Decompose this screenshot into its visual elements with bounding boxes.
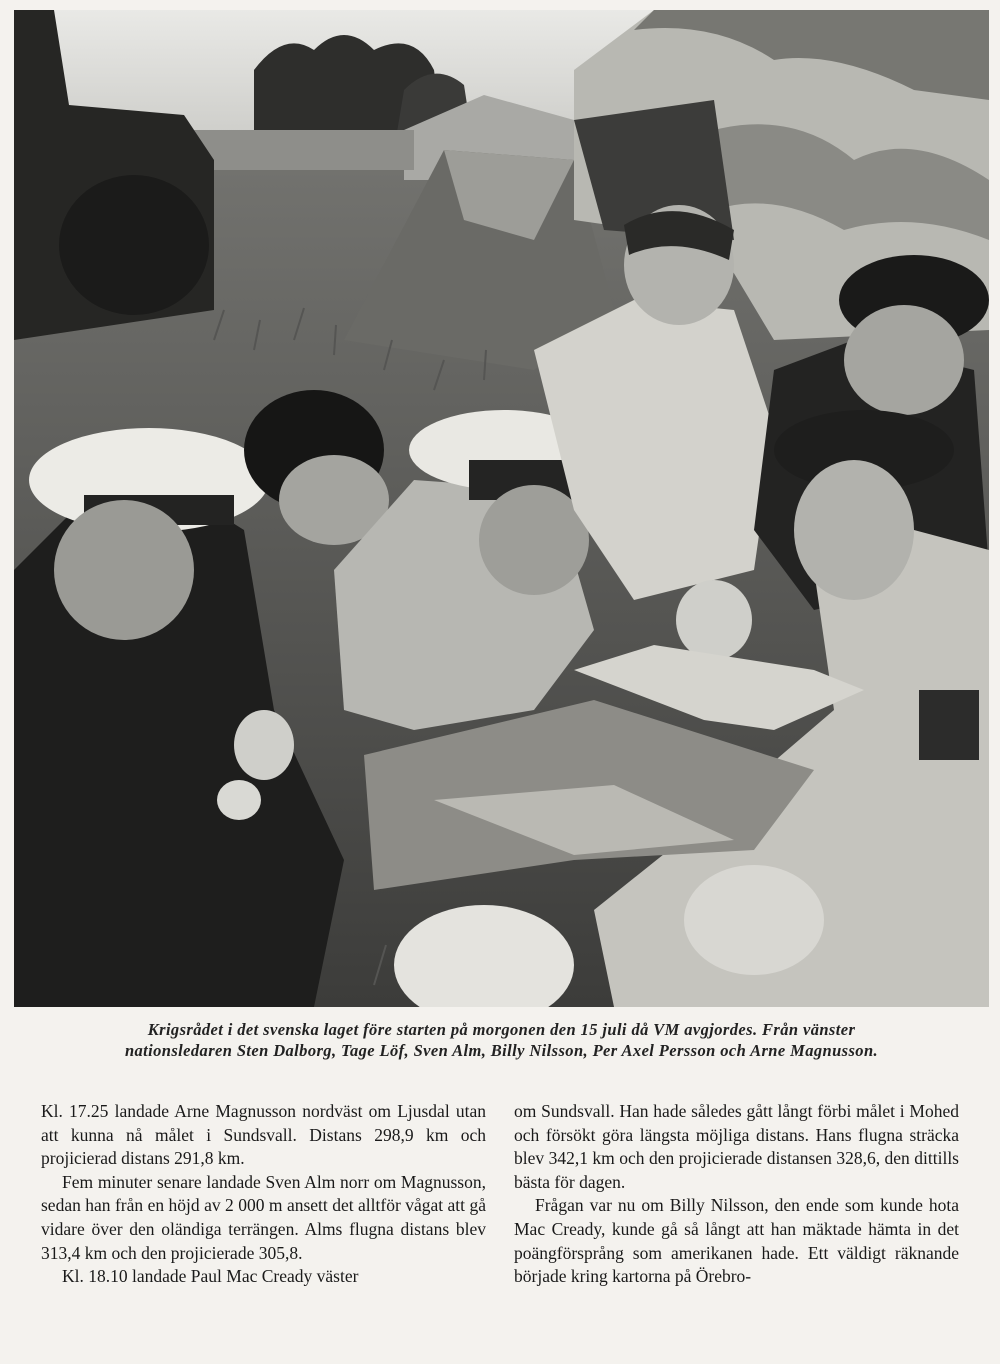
caption-line-2: nationsledaren Sten Dalborg, Tage Löf, Sven Alm, Billy Nilsson, Per Axel Persson och Arne Magnusson.	[124, 1041, 879, 1060]
article-column-right	[514, 1100, 959, 1289]
photo-illustration	[14, 10, 989, 1007]
paragraph: Frågan var nu om Billy Nilsson, den ende som kunde hota Mac Cready, kunde gå så långt att han mäktade hämta in det poängförsprång som amerikanen hade. Ett väldigt räknande började kring kartorna på Örebro-	[514, 1195, 959, 1287]
article-column-left	[41, 1100, 486, 1289]
paragraph: Kl. 17.25 landade Arne Magnusson nordväst om Ljusdal utan att kunna nå målet i Sundsvall. Distans 298,9 km och projicierad distans 291,8 km.	[41, 1101, 486, 1169]
paragraph: Kl. 18.10 landade Paul Mac Cready väster	[62, 1266, 359, 1287]
caption-line-1: Krigsrådet i det svenska laget före starten på morgonen den 15 juli då VM avgjordes. Från vänster	[147, 1020, 856, 1039]
paragraph: om Sundsvall. Han hade således gått långt förbi målet i Mohed och försökt göra längsta möjliga distans. Hans flugna sträcka blev 342,1 km och den projicierade distansen 328,6, den dittills bästa för dagen.	[514, 1101, 959, 1192]
paragraph: Fem minuter senare landade Sven Alm norr om Magnusson, sedan han från en höjd av 2 000 m ansett det alltför vågat att gå vidare över den oländiga terrängen. Alms flugna distans blev 313,4 km och den projicierade 305,8.	[41, 1171, 486, 1263]
photo-caption	[14, 1019, 989, 1061]
photo	[14, 10, 989, 1007]
